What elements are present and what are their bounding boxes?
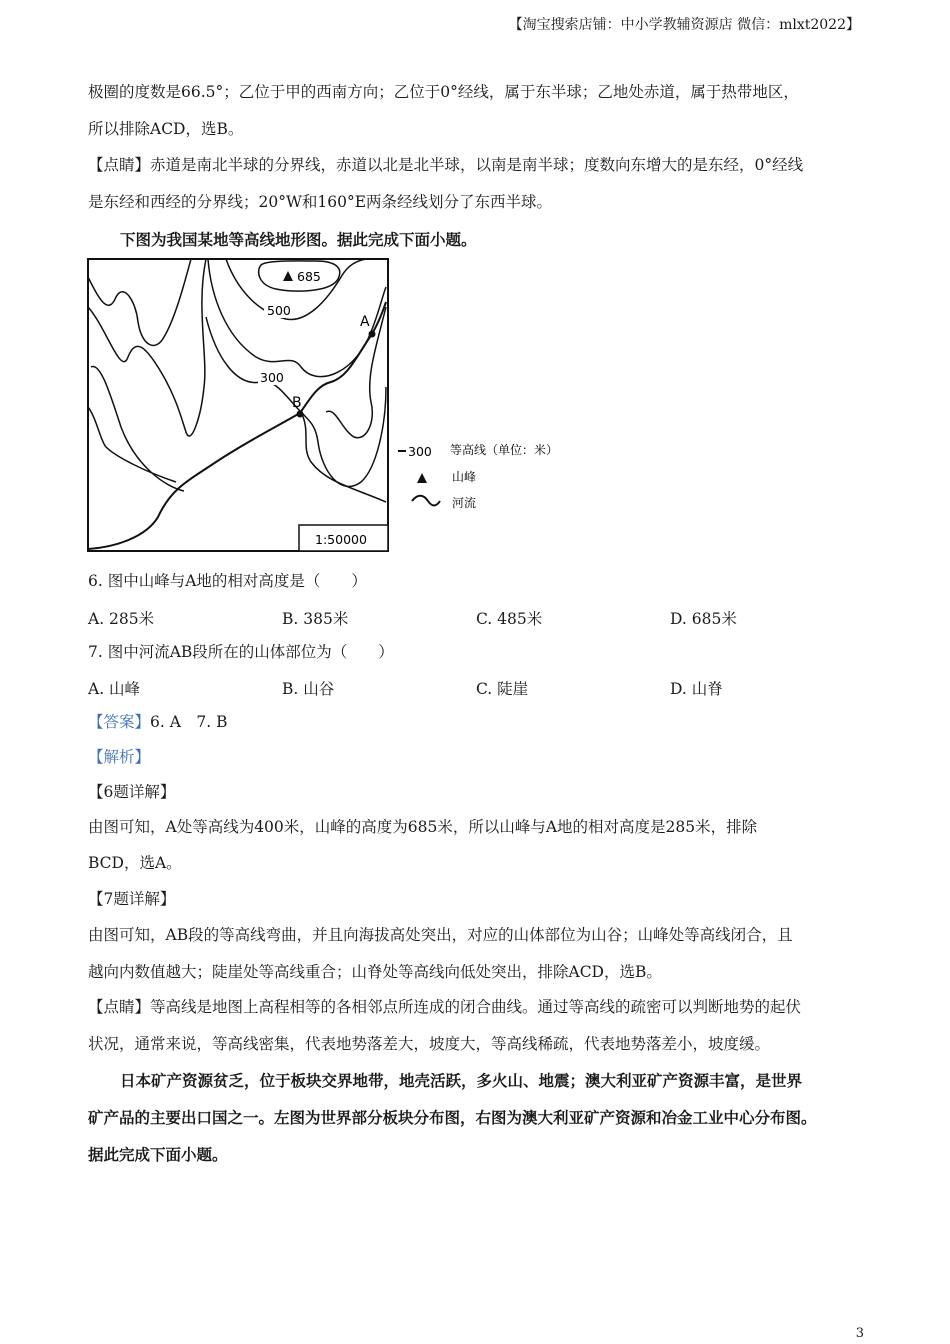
tip-text: 赤道是南北半球的分界线，赤道以北是北半球，以南是南半球；度数向东增大的是东经，0°经线 (150, 156, 804, 174)
intro-2-line-1: 日本矿产资源贫乏，位于板块交界地带，地壳活跃，多火山、地震；澳大利亚矿产资源丰富，是世界 (120, 1072, 803, 1090)
detail-6-line-2: BCD，选A。 (88, 854, 182, 872)
prev-tip-line-2: 是东经和西经的分界线；20°W和160°E两条经线划分了东西半球。 (88, 193, 553, 211)
intro-contour-map: 下图为我国某地等高线地形图。据此完成下面小题。 (120, 231, 477, 249)
legend-peak-icon (417, 473, 427, 483)
analysis-label: 【解析】 (88, 748, 151, 766)
legend-contour-value: 300 (408, 444, 432, 459)
question-7-option-d: D. 山脊 (670, 680, 723, 698)
legend-river-icon (412, 496, 440, 506)
intro-2-line-2: 矿产品的主要出口国之一。左图为世界部分板块分布图，右图为澳大利亚矿产资源和冶金工业中心分布图。 (88, 1109, 817, 1127)
prev-answer-line-2: 所以排除ACD，选B。 (88, 120, 244, 138)
tip-label: 【点睛】 (88, 156, 151, 174)
question-7-option-c: C. 陡崖 (476, 680, 529, 698)
intro-2-line-3: 据此完成下面小题。 (88, 1146, 228, 1164)
point-b-label: B (292, 395, 302, 411)
answer-text: 6. A 7. B (150, 713, 228, 731)
tip-2-line-1 (88, 997, 801, 1017)
legend-contour-text: 等高线（单位：米） (450, 443, 559, 457)
tip-2-text: 等高线是地图上高程相等的各相邻点所连成的闭合曲线。通过等高线的疏密可以判断地势的起伏 (150, 998, 802, 1016)
contour-300-label: 300 (260, 370, 284, 385)
detail-7-label: 【7题详解】 (88, 890, 176, 908)
prev-answer-line-1: 极圈的度数是66.5°；乙位于甲的西南方向；乙位于0°经线，属于东半球；乙地处赤道，属于热带地区， (88, 83, 799, 101)
question-6-option-c: C. 485米 (476, 610, 543, 628)
prev-tip-line-1 (88, 155, 803, 175)
legend-river-text: 河流 (452, 496, 477, 510)
question-6-option-a: A. 285米 (88, 610, 155, 628)
tip-2-label: 【点睛】 (88, 998, 151, 1016)
detail-6-label: 【6题详解】 (88, 783, 176, 801)
detail-6-line-1: 由图可知，A处等高线为400米，山峰的高度为685米，所以山峰与A地的相对高度是285米，排除 (88, 818, 758, 836)
scale-label: 1:50000 (315, 532, 367, 547)
contour-500-label: 500 (267, 303, 291, 318)
question-6-option-b: B. 385米 (282, 610, 349, 628)
question-6-option-d: D. 685米 (670, 610, 737, 628)
detail-7-line-2: 越向内数值越大；陡崖处等高线重合；山脊处等高线向低处突出，排除ACD，选B。 (88, 963, 662, 981)
point-a-label: A (360, 314, 370, 330)
detail-7-line-1: 由图可知，AB段的等高线弯曲，并且向海拔高处突出，对应的山体部位为山谷；山峰处等高线闭合，且 (88, 926, 793, 944)
tip-2-line-2: 状况，通常来说，等高线密集，代表地势落差大，坡度大，等高线稀疏，代表地势落差小，坡度缓。 (88, 1035, 771, 1053)
question-6-stem: 6. 图中山峰与A地的相对高度是（ ） (88, 572, 367, 590)
page-header: 【淘宝搜索店铺：中小学教辅资源店 微信：mlxt2022】 (508, 17, 860, 33)
answer-label: 【答案】 (88, 713, 151, 731)
question-7-stem: 7. 图中河流AB段所在的山体部位为（ ） (88, 643, 394, 661)
page-number: 3 (855, 1326, 864, 1341)
point-a-marker (369, 331, 376, 338)
legend-peak-text: 山峰 (452, 470, 477, 484)
answer-line (88, 712, 228, 732)
question-7-option-b: B. 山谷 (282, 680, 335, 698)
peak-height-label: 685 (297, 269, 321, 284)
contour-map-figure (86, 257, 576, 557)
question-7-option-a: A. 山峰 (88, 680, 141, 698)
point-b-marker (297, 411, 304, 418)
